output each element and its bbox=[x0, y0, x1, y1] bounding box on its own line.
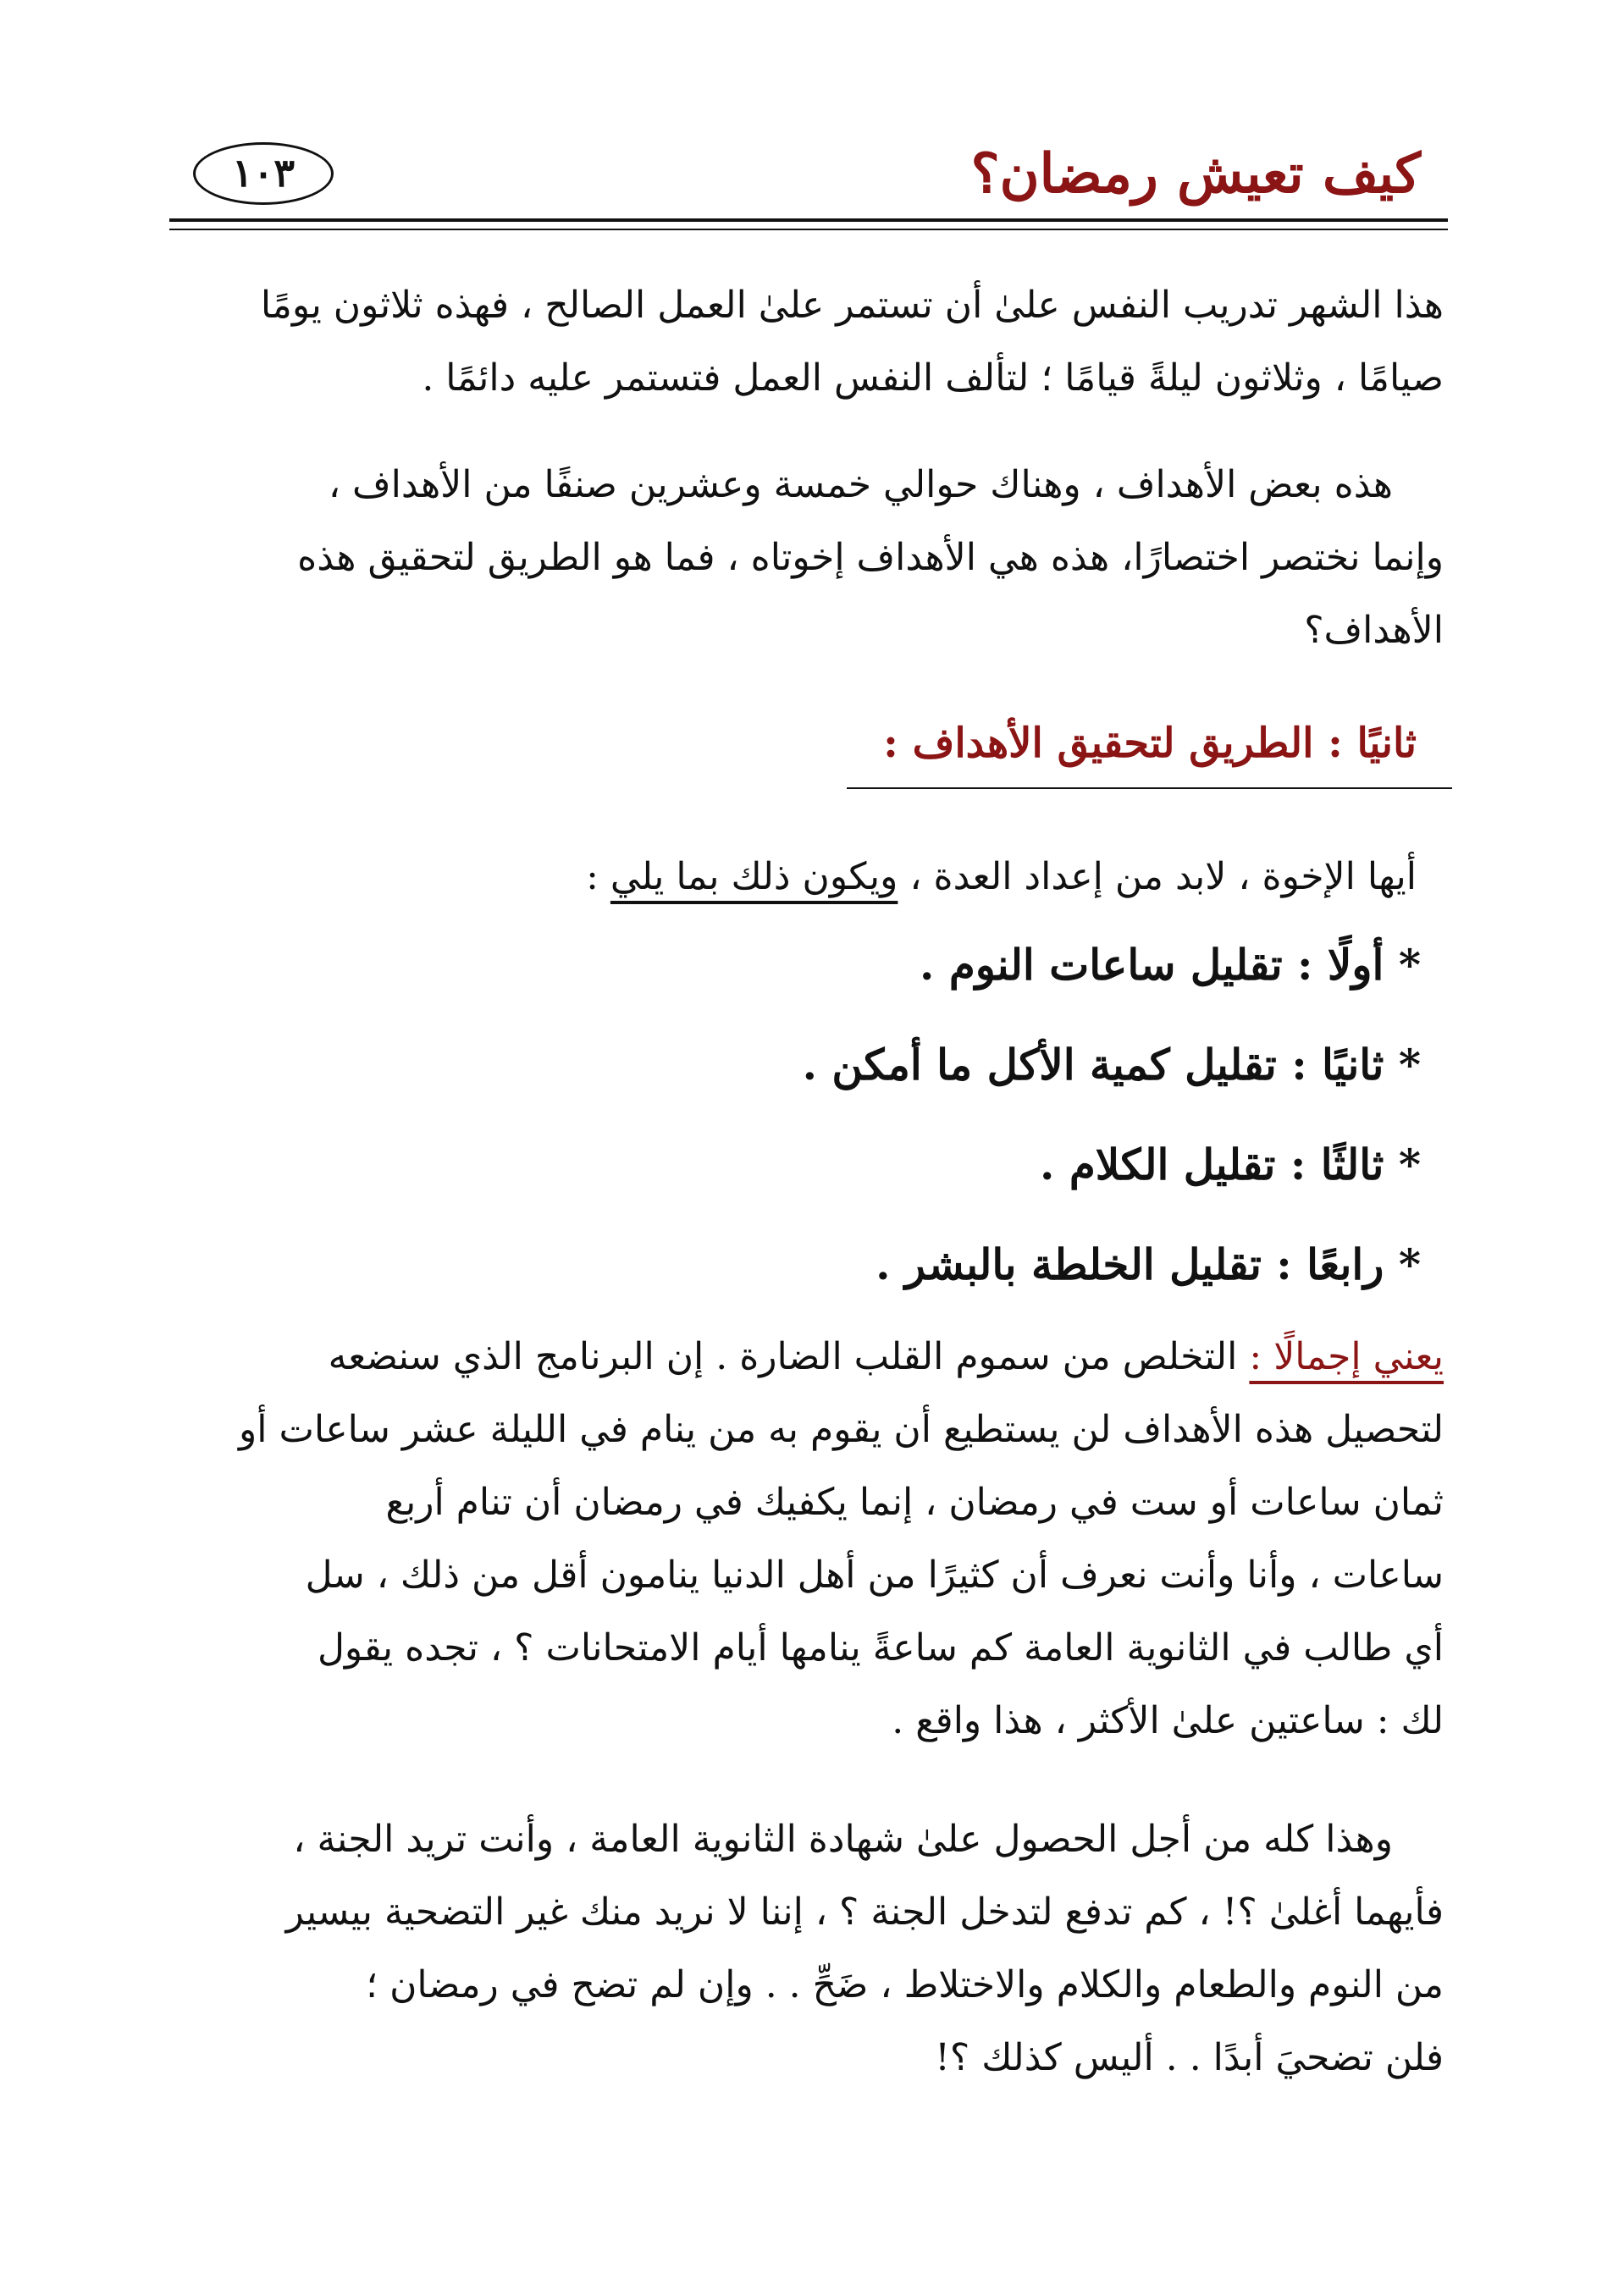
section-heading: ثانيًا : الطريق لتحقيق الأهداف : bbox=[883, 720, 1417, 767]
paragraph-4 bbox=[182, 1803, 1444, 2095]
text-line bbox=[182, 1321, 1444, 1394]
text-line: فلن تضحيَ أبدًا . . أليس كذلك ؟! bbox=[935, 2036, 1444, 2079]
text-line: أي طالب في الثانوية العامة كم ساعةً ينامها أيام الامتحانات ؟ ، تجده يقول bbox=[317, 1626, 1444, 1670]
list-item: * رابعًا : تقليل الخلطة بالبشر . bbox=[876, 1239, 1421, 1289]
paragraph-2 bbox=[182, 449, 1444, 667]
header-rule-thick bbox=[169, 218, 1448, 222]
text-line: ساعات ، وأنا وأنت نعرف أن كثيرًا من أهل الدنيا ينامون أقل من ذلك ، سل bbox=[305, 1554, 1444, 1597]
list-item: * ثالثًا : تقليل الكلام . bbox=[1040, 1140, 1421, 1189]
intro-text: أيها الإخوة ، لابد من إعداد العدة ، bbox=[898, 855, 1417, 898]
page-number-badge: ١٠٣ bbox=[193, 142, 334, 205]
text-line: فأيهما أغلىٰ ؟! ، كم تدفع لتدخل الجنة ؟ ، إننا لا نريد منك غير التضحية بيسير bbox=[285, 1890, 1444, 1934]
text-line: من النوم والطعام والكلام والاختلاط ، ضَحِّ . . وإن لم تضح في رمضان ؛ bbox=[366, 1963, 1444, 2006]
text-line: لك : ساعتين علىٰ الأكثر ، هذا واقع . bbox=[892, 1699, 1444, 1742]
text-line: وهذا كله من أجل الحصول علىٰ شهادة الثانوية العامة ، وأنت تريد الجنة ، bbox=[293, 1818, 1393, 1861]
heading-underline bbox=[847, 787, 1452, 789]
text-line: هذه بعض الأهداف ، وهناك حوالي خمسة وعشرين صنفًا من الأهداف ، bbox=[328, 463, 1393, 506]
running-title: كيف تعيش رمضان؟ bbox=[970, 142, 1421, 206]
intro-underlined-text: ويكون ذلك بما يلي bbox=[610, 855, 898, 898]
text-line: صيامًا ، وثلاثون ليلةً قيامًا ؛ لتألف النفس العمل فتستمر عليه دائمًا . bbox=[422, 356, 1444, 400]
text-line: الأهداف؟ bbox=[1304, 609, 1444, 652]
intro-colon: : bbox=[586, 855, 610, 898]
lead-phrase: يعني إجمالًا : bbox=[1249, 1335, 1444, 1378]
lead-line-rest: التخلص من سموم القلب الضارة . إن البرنامج الذي سنضعه bbox=[328, 1335, 1250, 1378]
list-item: * أولًا : تقليل ساعات النوم . bbox=[920, 940, 1421, 990]
intro-line bbox=[586, 855, 1417, 898]
list-item: * ثانيًا : تقليل كمية الأكل ما أمكن . bbox=[802, 1040, 1421, 1090]
paragraph-3 bbox=[182, 1321, 1444, 1758]
header-rule-thin bbox=[169, 229, 1448, 230]
text-line: لتحصيل هذه الأهداف لن يستطيع أن يقوم به من ينام في الليلة عشر ساعات أو bbox=[239, 1408, 1444, 1451]
paragraph-1 bbox=[182, 269, 1444, 415]
text-line: ثمان ساعات أو ست في رمضان ، إنما يكفيك في رمضان أن تنام أربع bbox=[385, 1481, 1444, 1524]
text-line: هذا الشهر تدريب النفس علىٰ أن تستمر علىٰ العمل الصالح ، فهذه ثلاثون يومًا bbox=[260, 284, 1444, 327]
text-line: وإنما نختصر اختصارًا، هذه هي الأهداف إخوتاه ، فما هو الطريق لتحقيق هذه bbox=[297, 536, 1444, 579]
